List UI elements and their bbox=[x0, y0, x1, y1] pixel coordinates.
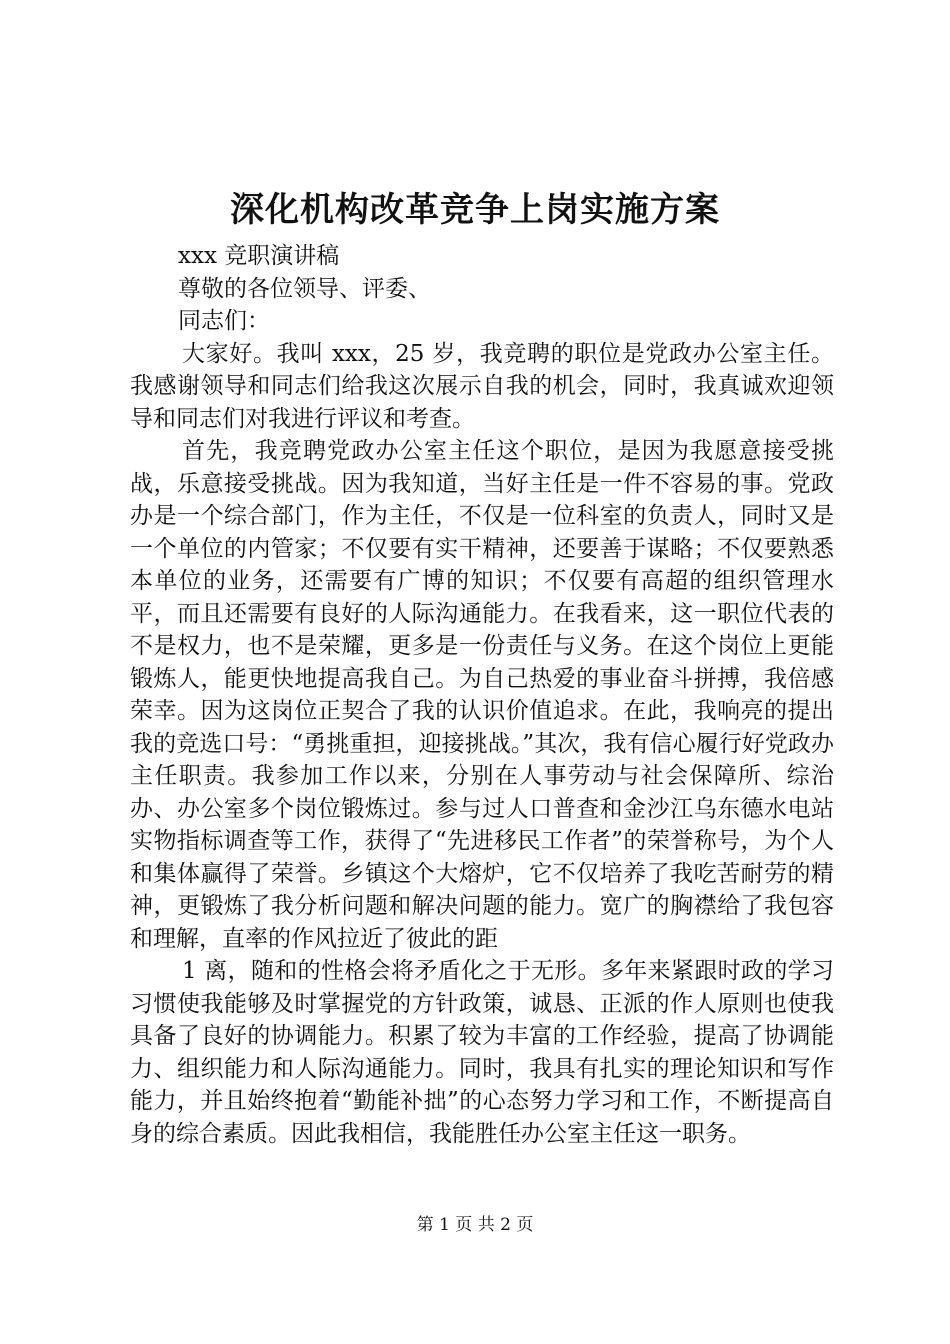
paragraph-motivation: 首先，我竞聘党政办公室主任这个职位，是因为我愿意接受挑战，乐意接受挑战。因为我知道，当好主任是一件不容易的事。党政办是一个综合部门，作为主任，不仅是一位科室的负责人，同时又是一个单位的内管家；不仅要有实干精神，还要善于谋略；不仅要熟悉本单位的业务，还需要有广博的知识；不仅要有高超的组织管理水平，而且还需要有良好的人际沟通能力。在我看来，这一职位代表的不是权力，也不是荣耀，更多是一份责任与义务。在这个岗位上更能锻炼人，能更快地提高我自己。为自己热爱的事业奋斗拼搏，我倍感荣幸。因为这岗位正契合了我的认识价值追求。在此，我响亮的提出我的竞选口号：“勇挑重担，迎接挑战。”其次，我有信心履行好党政办主任职责。我参加工作以来，分别在人事劳动与社会保障所、综治办、办公室多个岗位锻炼过。参与过人口普查和金沙江乌东德水电站实物指标调查等工作，获得了“先进移民工作者”的荣誉称号，为个人和集体赢得了荣誉。乡镇这个大熔炉，它不仅培养了我吃苦耐劳的精神，更锻炼了我分析问题和解决问题的能力。宽广的胸襟给了我包容和理解，直率的作风拉近了彼此的距 bbox=[130, 438, 834, 952]
document-title: 深化机构改革竞争上岗实施方案 bbox=[230, 190, 720, 230]
salutation-line-1: 尊敬的各位领导、评委、 bbox=[178, 275, 431, 302]
paragraph-greeting: 大家好。我叫 xxx，25 岁，我竞聘的职位是党政办公室主任。我感谢领导和同志们给我这次展示自我的机会，同时，我真诚欢迎领导和同志们对我进行评议和考查。 bbox=[130, 340, 834, 432]
document-body bbox=[130, 240, 834, 1150]
page-footer: 第 1 页 共 2 页 bbox=[416, 1215, 534, 1235]
salutation-line-2: 同志们： bbox=[178, 308, 270, 334]
paragraph-qualification: 1 离，随和的性格会将矛盾化之于无形。多年来紧跟时政的学习习惯使我能够及时掌握党的方针政策，诚恳、正派的作人原则也使我具备了良好的协调能力。积累了较为丰富的工作经验，提高了协调能力、组织能力和人际沟通能力。同时，我具有扎实的理论知识和写作能力，并且始终抱着“勤能补拙”的心态努力学习和工作，不断提高自身的综合素质。因此我相信，我能胜任办公室主任这一职务。 bbox=[130, 958, 834, 1147]
speech-subtitle: xxx 竞职演讲稿 bbox=[178, 243, 340, 269]
